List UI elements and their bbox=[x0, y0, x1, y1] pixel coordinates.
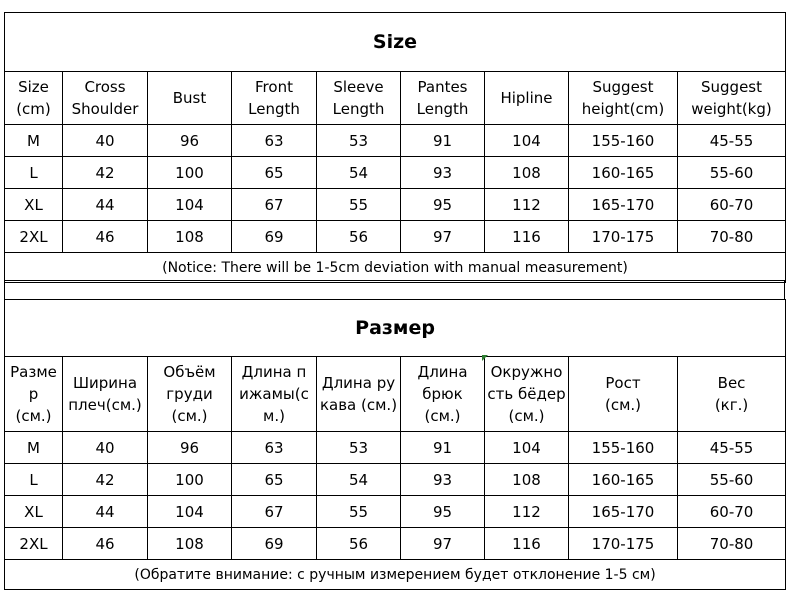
table-row bbox=[5, 464, 786, 496]
table-cell: XL bbox=[5, 189, 63, 221]
table-cell: 70-80 bbox=[678, 528, 786, 560]
table-title: Size bbox=[5, 13, 786, 72]
table-cell: 112 bbox=[485, 189, 569, 221]
table-cell: 54 bbox=[317, 157, 401, 189]
header-cell: Size (cm) bbox=[5, 72, 63, 125]
table-cell: 55 bbox=[317, 189, 401, 221]
header-cell: Suggest height(cm) bbox=[569, 72, 678, 125]
table-cell: 2XL bbox=[5, 221, 63, 253]
measurement-notice: (Notice: There will be 1-5cm deviation with manual measurement) bbox=[5, 253, 786, 283]
header-cell: Suggest weight(kg) bbox=[678, 72, 786, 125]
table-cell: 165-170 bbox=[569, 189, 678, 221]
table-cell: L bbox=[5, 464, 63, 496]
table-cell: 65 bbox=[232, 464, 317, 496]
table-cell: 160-165 bbox=[569, 464, 678, 496]
table-cell: 40 bbox=[63, 125, 148, 157]
table-cell: 155-160 bbox=[569, 432, 678, 464]
header-row bbox=[5, 357, 786, 432]
table-row bbox=[5, 125, 786, 157]
table-cell: 108 bbox=[485, 157, 569, 189]
table-cell: 44 bbox=[63, 496, 148, 528]
header-row bbox=[5, 72, 786, 125]
table-cell: 2XL bbox=[5, 528, 63, 560]
table-cell: 104 bbox=[485, 432, 569, 464]
header-cell: Front Length bbox=[232, 72, 317, 125]
table-cell: 97 bbox=[401, 221, 485, 253]
table-cell: 53 bbox=[317, 432, 401, 464]
table-cell: L bbox=[5, 157, 63, 189]
table-cell: 160-165 bbox=[569, 157, 678, 189]
table-cell: 108 bbox=[148, 221, 232, 253]
table-cell: 155-160 bbox=[569, 125, 678, 157]
table-cell: 65 bbox=[232, 157, 317, 189]
table-cell: 91 bbox=[401, 125, 485, 157]
table-cell: 46 bbox=[63, 528, 148, 560]
table-cell: 56 bbox=[317, 528, 401, 560]
table-cell: 104 bbox=[148, 189, 232, 221]
header-cell: Bust bbox=[148, 72, 232, 125]
table-cell: 55-60 bbox=[678, 157, 786, 189]
table-cell: 170-175 bbox=[569, 221, 678, 253]
table-cell: 44 bbox=[63, 189, 148, 221]
header-cell: Объём груди (см.) bbox=[148, 357, 232, 432]
table-cell: 96 bbox=[148, 125, 232, 157]
table-row bbox=[5, 157, 786, 189]
header-cell: Разме р (см.) bbox=[5, 357, 63, 432]
table-cell: 104 bbox=[148, 496, 232, 528]
table-cell: XL bbox=[5, 496, 63, 528]
table-row bbox=[5, 528, 786, 560]
table-cell: 67 bbox=[232, 189, 317, 221]
table-cell: 93 bbox=[401, 464, 485, 496]
size-table-english bbox=[4, 12, 786, 283]
table-cell: 93 bbox=[401, 157, 485, 189]
header-cell: Cross Shoulder bbox=[63, 72, 148, 125]
table-cell: M bbox=[5, 432, 63, 464]
table-cell: 97 bbox=[401, 528, 485, 560]
header-cell: Длина ру кава (см.) bbox=[317, 357, 401, 432]
table-cell: 69 bbox=[232, 528, 317, 560]
table-cell: M bbox=[5, 125, 63, 157]
table-cell: 55-60 bbox=[678, 464, 786, 496]
table-cell: 69 bbox=[232, 221, 317, 253]
table-cell: 95 bbox=[401, 189, 485, 221]
table-cell: 108 bbox=[485, 464, 569, 496]
table-cell: 96 bbox=[148, 432, 232, 464]
table-cell: 104 bbox=[485, 125, 569, 157]
table-separator bbox=[4, 280, 785, 299]
table-row bbox=[5, 221, 786, 253]
table-cell: 63 bbox=[232, 432, 317, 464]
header-cell: Длина брюк (см.) bbox=[401, 357, 485, 432]
table-cell: 45-55 bbox=[678, 125, 786, 157]
table-cell: 55 bbox=[317, 496, 401, 528]
table-cell: 40 bbox=[63, 432, 148, 464]
table-cell: 53 bbox=[317, 125, 401, 157]
table-cell: 42 bbox=[63, 464, 148, 496]
table-cell: 116 bbox=[485, 221, 569, 253]
table-cell: 45-55 bbox=[678, 432, 786, 464]
table-title: Размер bbox=[5, 300, 786, 357]
table-cell: 42 bbox=[63, 157, 148, 189]
table-cell: 67 bbox=[232, 496, 317, 528]
table-cell: 112 bbox=[485, 496, 569, 528]
table-cell: 100 bbox=[148, 464, 232, 496]
table-cell: 165-170 bbox=[569, 496, 678, 528]
table-row bbox=[5, 432, 786, 464]
table-row bbox=[5, 189, 786, 221]
measurement-notice: (Обратите внимание: с ручным измерением будет отклонение 1-5 см) bbox=[5, 560, 786, 590]
header-cell: Hipline bbox=[485, 72, 569, 125]
header-cell: Sleeve Length bbox=[317, 72, 401, 125]
table-cell: 116 bbox=[485, 528, 569, 560]
table-cell: 63 bbox=[232, 125, 317, 157]
header-cell: Ширина плеч(см.) bbox=[63, 357, 148, 432]
table-cell: 91 bbox=[401, 432, 485, 464]
table-cell: 170-175 bbox=[569, 528, 678, 560]
table-cell: 70-80 bbox=[678, 221, 786, 253]
cell-comment-marker bbox=[482, 355, 488, 361]
header-cell: Вес (кг.) bbox=[678, 357, 786, 432]
header-cell: Рост (см.) bbox=[569, 357, 678, 432]
table-cell: 108 bbox=[148, 528, 232, 560]
table-cell: 100 bbox=[148, 157, 232, 189]
table-cell: 95 bbox=[401, 496, 485, 528]
header-cell: Окружно сть бёдер (см.) bbox=[485, 357, 569, 432]
table-cell: 56 bbox=[317, 221, 401, 253]
header-cell: Pantes Length bbox=[401, 72, 485, 125]
table-cell: 60-70 bbox=[678, 189, 786, 221]
table-cell: 60-70 bbox=[678, 496, 786, 528]
size-table-russian bbox=[4, 299, 786, 590]
table-cell: 46 bbox=[63, 221, 148, 253]
table-cell: 54 bbox=[317, 464, 401, 496]
table-row bbox=[5, 496, 786, 528]
header-cell: Длина п ижамы(с м.) bbox=[232, 357, 317, 432]
